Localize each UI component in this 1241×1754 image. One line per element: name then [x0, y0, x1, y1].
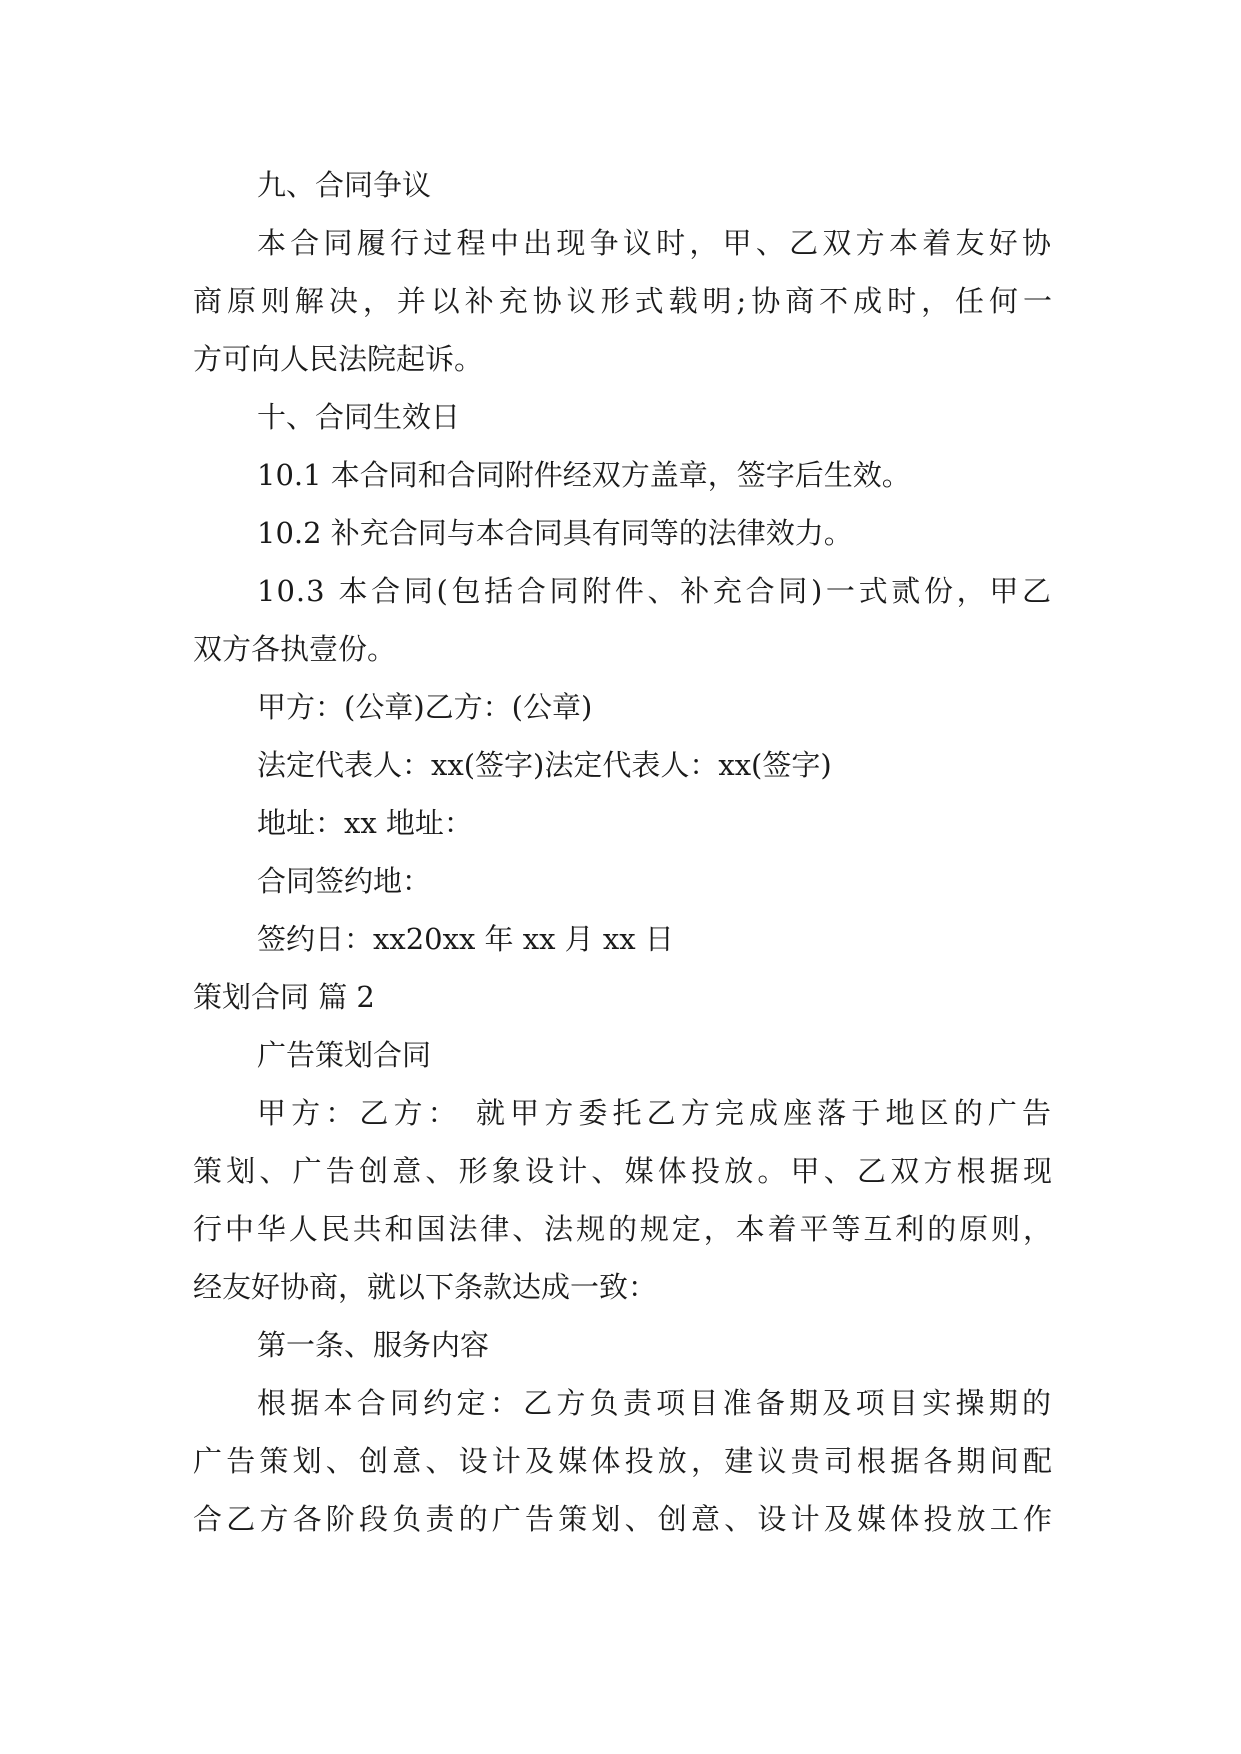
paragraph-line: 双方各执壹份。 — [193, 632, 397, 666]
party-seal-line: 甲方：(公章)乙方：(公章) — [257, 690, 593, 724]
clause-10-3: 10.3 本合同(包括合同附件、补充合同)一式贰份，甲乙 — [257, 574, 1052, 608]
section-heading-10: 十、合同生效日 — [257, 400, 461, 434]
article-title: 策划合同 篇 2 — [193, 980, 375, 1014]
paragraph-line: 合乙方各阶段负责的广告策划、创意、设计及媒体投放工作 — [193, 1502, 1053, 1536]
paragraph-line: 经友好协商，就以下条款达成一致： — [193, 1270, 658, 1304]
paragraph-line: 行中华人民共和国法律、法规的规定，本着平等互利的原则， — [193, 1212, 1053, 1246]
signing-place-line: 合同签约地： — [257, 864, 432, 898]
section-heading-9: 九、合同争议 — [257, 168, 432, 202]
paragraph-line: 策划、广告创意、形象设计、媒体投放。甲、乙双方根据现 — [193, 1154, 1053, 1188]
paragraph-line: 商原则解决，并以补充协议形式载明;协商不成时，任何一 — [193, 284, 1053, 318]
legal-representative-line: 法定代表人：xx(签字)法定代表人：xx(签字) — [257, 748, 832, 782]
paragraph-line: 广告策划、创意、设计及媒体投放，建议贵司根据各期间配 — [193, 1444, 1053, 1478]
paragraph-line: 本合同履行过程中出现争议时，甲、乙双方本着友好协 — [257, 226, 1052, 260]
paragraph-line: 方可向人民法院起诉。 — [193, 342, 484, 376]
paragraph-line: 根据本合同约定：乙方负责项目准备期及项目实操期的 — [257, 1386, 1052, 1420]
paragraph-line: 甲方：乙方： 就甲方委托乙方完成座落于地区的广告 — [257, 1096, 1052, 1130]
clause-10-1: 10.1 本合同和合同附件经双方盖章，签字后生效。 — [257, 458, 911, 492]
clause-10-2: 10.2 补充合同与本合同具有同等的法律效力。 — [257, 516, 853, 550]
contract-title: 广告策划合同 — [257, 1038, 432, 1072]
signing-date-line: 签约日：xx20xx 年 xx 月 xx 日 — [257, 922, 674, 956]
address-line: 地址：xx 地址： — [257, 806, 473, 840]
article-1-heading: 第一条、服务内容 — [257, 1328, 490, 1362]
